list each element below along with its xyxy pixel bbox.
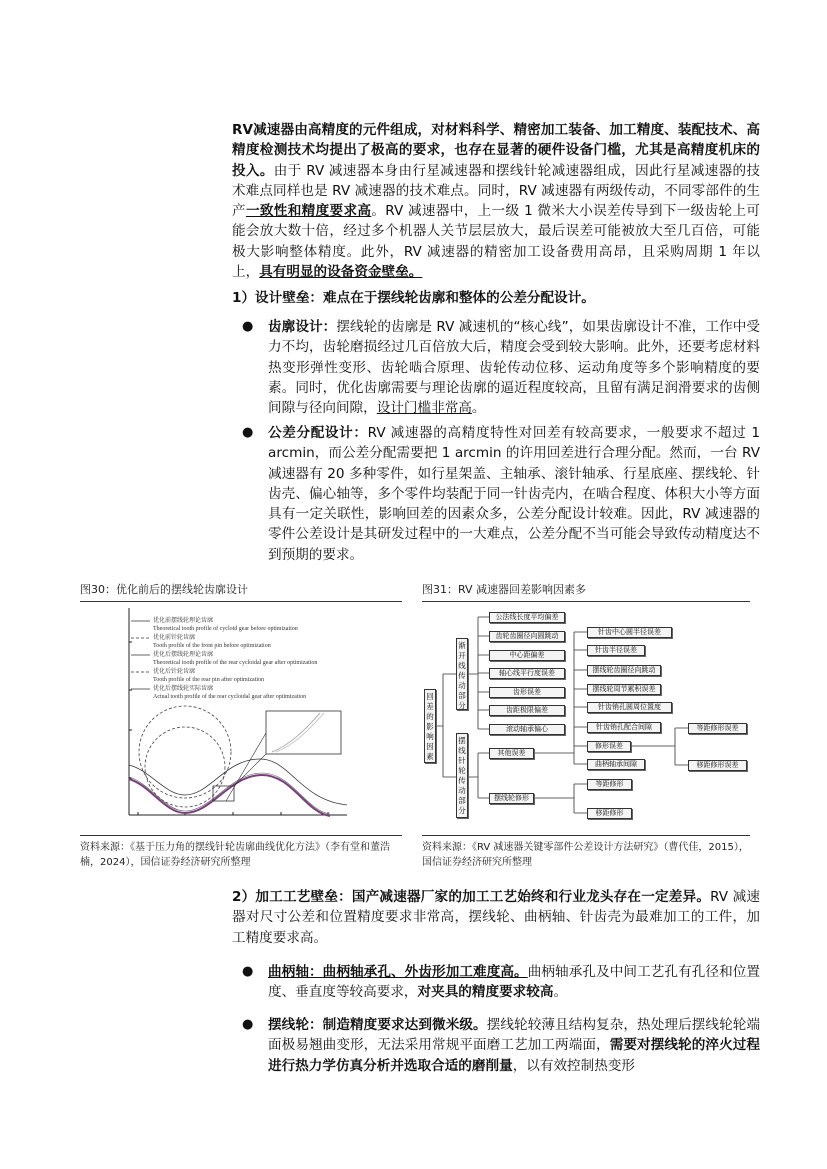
bullet-emphasis: 对夹具的精度要求较高	[417, 984, 554, 1001]
legend-en: Actual tooth profile of the rear cycloidal gear after optimization	[153, 694, 307, 700]
intro-bold-lead: RV减速器由高精度的元件组成，对材料科学、精密加工装备、加工精度、装配技术、高精度检测技术均提出了极高的要求，也存在显著的硬件设备门槛，尤其是高精度机床的投入。	[232, 122, 760, 179]
pin-profile-before	[139, 706, 231, 798]
bullet-icon: ●	[242, 319, 254, 334]
section1-heading: 1）设计壁垒：难点在于摆线轮齿廓和整体的公差分配设计。	[232, 290, 595, 306]
legend-en: Tooth profile of the front pin before optimization	[153, 643, 271, 649]
bullet-icon: ●	[242, 1017, 254, 1032]
bullet-tolerance	[242, 423, 760, 565]
legend-en: Tooth profile of the rear pin after optimization	[153, 677, 265, 683]
diagram-node: 摆线轮周节累积误差	[587, 684, 661, 695]
diagram-node: 轴心线平行度误差	[489, 668, 565, 679]
diagram-node: 针齿销孔配合间隙	[587, 722, 661, 733]
diagram-root: 回差的影响因素	[424, 689, 436, 763]
figure30-title: 图30：优化前后的摆线轮齿廓设计	[80, 582, 402, 602]
bullet-icon: ●	[242, 964, 254, 979]
diagram-node: 针齿销孔圆周位置度	[587, 702, 672, 713]
diagram-node: 滚动轴承偏心	[489, 724, 565, 735]
legend-cn: 优化后摆线轮实际齿廓	[153, 686, 214, 692]
diagram-node: 公法线长度平均偏差	[489, 612, 565, 623]
diagram-branch-involute: 渐开线传动部分	[456, 638, 468, 710]
diagram-branch-cycloid: 摆线针轮传动部分	[456, 733, 468, 818]
bullet-crankshaft	[242, 962, 760, 1003]
figure31-title: 图31：RV 减速器回差影响因素多	[422, 582, 750, 602]
diagram-node: 齿距极限偏差	[489, 705, 565, 716]
legend-line-markers	[131, 621, 150, 689]
bullet-title: 公差分配设计：	[268, 425, 368, 441]
legend-en: Theoretical tooth profile of the rear cycloidal gear after optimization	[153, 660, 318, 666]
bullet-emphasis: 设计门槛非常高	[376, 400, 472, 417]
bullet-text: RV 减速器的高精度特性对回差有较高要求，一般要求不超过 1 arcmin，而公差分配需要把 1 arcmin 的许用回差进行合理分配。然而，一台 RV 减速器有 20 多种零件，如行星架盖、主轴承、滚针轴承、行星底座、摆线轮、针齿壳、偏心轴等，多个零件均装配于同一针齿壳内，在啮合程度、体积大小等方面具有一定关联性，影响回差的因素众多，公差分配设计较难。因此，RV 减速器的零件公差设计是其研发过程中的一大难点，公差分配不当可能会导致传动精度达不到预期的要求。	[268, 425, 760, 563]
section2-intro: RV 减速器对尺寸公差和位置精度要求非常高，摆线轮、曲柄轴、针齿壳为最难加工的工件，加工精度要求高。	[232, 889, 760, 946]
diagram-node: 针齿中心圆半径误差	[587, 627, 672, 638]
bullet-icon: ●	[242, 425, 254, 440]
section2-paragraph	[232, 887, 760, 948]
intro-text-2: 。RV 减速器中，上一级 1 微米大小误差传导到下一级齿轮上可能会放大数十倍，经过多个机器人关节层层放大，最后误差可能被放大至几百倍，可能极大影响整体精度。此外，RV 减速器的精密加工设备费用高昂，且采购周期 1 年以上，	[232, 203, 761, 281]
diagram-node: 移距修形	[587, 808, 632, 819]
legend-cn: 优化后针轮齿廓	[153, 669, 196, 675]
diagram-node: 齿形误差	[489, 687, 565, 698]
intro-paragraph	[232, 120, 760, 282]
diagram-node: 中心距偏差	[489, 650, 565, 661]
intro-emphasis-2: 具有明显的设备资金壁垒。	[259, 264, 423, 281]
legend-cn: 优化后摆线轮理论齿廓	[153, 652, 214, 658]
bullet-end: ，以有效控制热变形	[512, 1057, 636, 1074]
intro-emphasis: 一致性和精度要求高	[245, 203, 372, 220]
legend-cn: 优化前摆线轮理论齿廓	[153, 618, 214, 624]
section2-heading: 2）加工工艺壁垒：国产减速器厂家的加工工艺始终和行业龙头存在一定差异。	[232, 889, 711, 905]
bullet-text: 曲柄轴承孔及中间工艺孔有孔径和位置度、垂直度等较高要求，	[268, 964, 761, 1001]
bullet-end: 。	[471, 400, 486, 417]
figure30-axes	[129, 608, 347, 815]
bullet-end: 。	[553, 984, 568, 1001]
pin-profile-after	[145, 727, 225, 807]
zoom-region	[213, 786, 234, 801]
legend-en: Theoretical tooth profile of cycloid gear before optimization	[153, 626, 298, 632]
diagram-node: 摆线轮齿圈径向跳动	[587, 665, 661, 676]
diagram-node: 针齿半径误差	[587, 645, 645, 656]
actual-profile-curve	[129, 775, 330, 816]
diagram-node: 等距修形	[587, 779, 632, 790]
diagram-node-other-errors: 其他误差	[489, 748, 534, 759]
figure31-source: 资料来源：《RV 减速器关键零部件公差设计方法研究》（曹代佳，2015），国信证券经济研究所整理	[422, 835, 750, 870]
diagram-node: 等距修形误差	[688, 723, 747, 734]
intro-text: 由于 RV 减速器本身由行星减速器和摆线针轮减速器组成，因此行星减速器的技术难点同样也是 RV 减速器的技术难点。同时，RV 减速器有两级传动，不同零部件的生产	[232, 162, 761, 220]
zoom-inset	[266, 711, 341, 754]
diagram-node-modification: 摆线轮修形	[489, 793, 534, 804]
bullet-title: 曲柄轴：曲柄轴承孔、外齿形加工难度高。	[268, 964, 528, 980]
bullet-text: 摆线轮的齿廓是 RV 减速机的“核心线”，如果齿廓设计不准，工作中受力不均，齿轮磨损经过几百倍放大后，精度会受到较大影响。此外，还要考虑材料热变形弹性变形、齿轮啮合原理、齿轮传动位移、运动角度等多个影响精度的要素。同时，优化齿廓需要与理论齿廓的逼近程度较高，且留有满足润滑要求的齿侧间隙与径向间隙，	[268, 319, 760, 417]
bullet-tooth-profile	[242, 317, 760, 418]
figure30-source: 资料来源：《基于压力角的摆线针轮齿廓曲线优化方法》（李有堂和董浩楠，2024），国信证券经济研究所整理	[80, 835, 402, 870]
diagram-node: 修形误差	[587, 741, 631, 752]
theoretical-profile-curve	[129, 759, 347, 805]
bullet-cycloid-gear	[242, 1015, 760, 1076]
bullet-emphasis: 需要对摆线轮的淬火过程进行热力学仿真分析并选取合适的磨削量	[268, 1037, 760, 1074]
bullet-text: 摆线轮较薄且结构复杂，热处理后摆线轮轮端面极易翘曲变形，无法采用常规平面磨工艺加工两端面，	[268, 1017, 761, 1054]
legend-cn: 优化前针轮齿廓	[153, 635, 196, 641]
bullet-title: 摆线轮：制造精度要求达到微米级。	[268, 1017, 487, 1033]
diagram-node: 曲柄轴承间隙	[587, 759, 645, 770]
diagram-node: 齿轮齿圈径向圆跳动	[489, 631, 565, 642]
diagram-node: 移距修形误差	[688, 760, 747, 771]
bullet-title: 齿廓设计：	[268, 319, 337, 335]
